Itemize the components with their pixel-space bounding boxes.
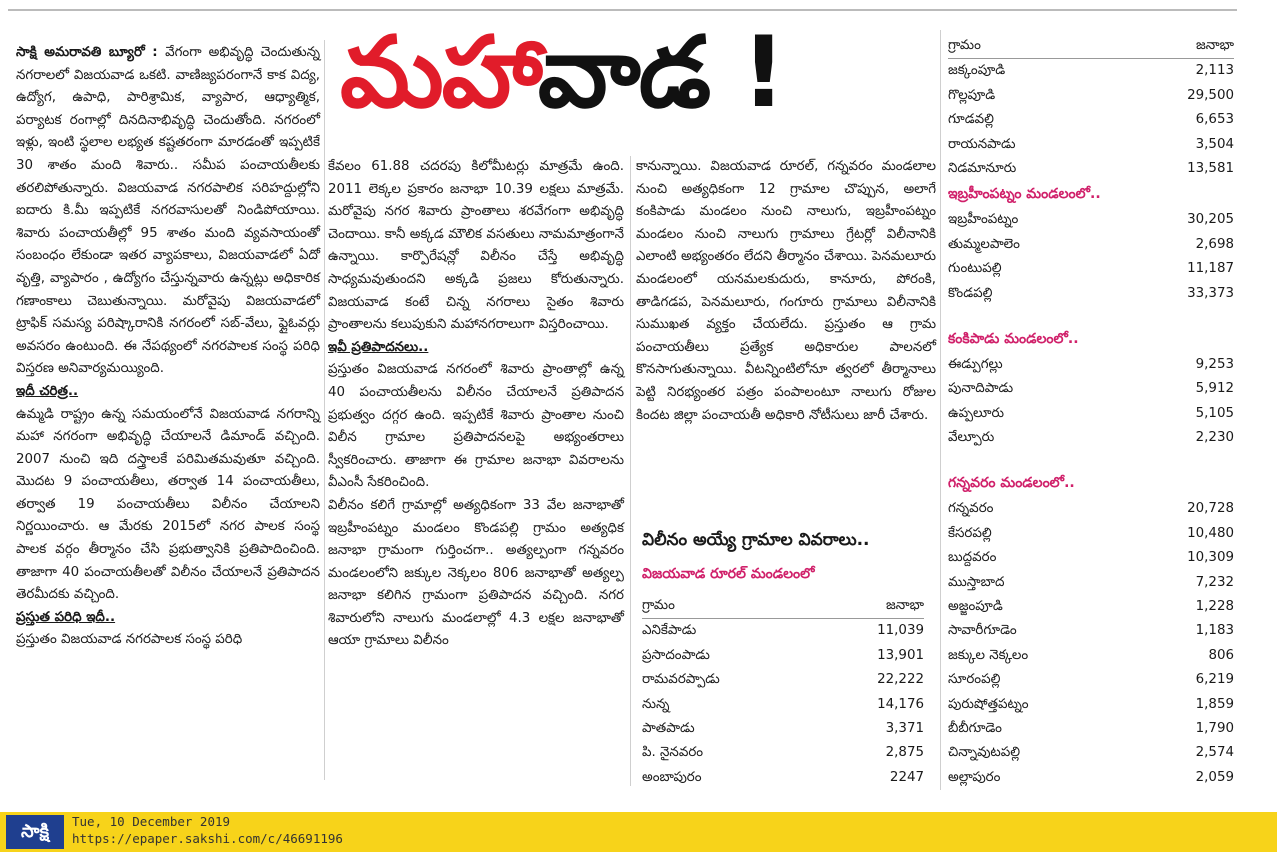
mandal-title: గన్నవరం మండలంలో.. bbox=[948, 475, 1075, 492]
village-name: నిడమానూరు bbox=[948, 160, 1017, 176]
population-value: 2,875 bbox=[885, 745, 924, 761]
table-row bbox=[948, 717, 1234, 741]
population-value: 2,698 bbox=[1195, 236, 1234, 252]
table-row bbox=[948, 157, 1234, 181]
table-row bbox=[948, 693, 1234, 717]
population-value: 1,183 bbox=[1195, 623, 1234, 639]
village-name: ప్రసాదంపాడు bbox=[642, 647, 710, 663]
right-village-table bbox=[948, 34, 1234, 790]
village-name: అజ్జంపూడి bbox=[948, 599, 1003, 615]
article-paragraph bbox=[16, 404, 320, 607]
table-row bbox=[948, 402, 1234, 426]
table-row bbox=[948, 619, 1234, 643]
article-column-2 bbox=[328, 156, 624, 653]
footer-date: Tue, 10 December 2019 bbox=[72, 814, 231, 829]
population-value: 9,253 bbox=[1195, 356, 1234, 372]
table-row bbox=[948, 59, 1234, 83]
village-name: అంబాపురం bbox=[642, 769, 702, 785]
population-value: 5,912 bbox=[1195, 381, 1234, 397]
paragraph-text: కానున్నాయి. విజయవాడ రూరల్, గన్నవరం మండలాల నుంచి అత్యధికంగా 12 గ్రామాల చొప్పున, అలాగే కంకిపాడు మండలం నుంచి నాలుగు, ఇబ్రహీంపట్నం మండలం నుంచి నాలుగు గ్రామాలు గ్రేటర్లో విలీనానికి ఎలాంటి అభ్యంతరం లేదని తీర్మానం చేశాయి. పెనమలూరు మండలంలో యనమలకుదురు, కానూరు, పోరంకి, తాడిగడప, పెనమలూరు, గంగూరు గ్రామాలు విలీనానికి సుముఖత వ్యక్తం చేయలేదు. ప్రస్తుతం ఆ గ్రామ పంచాయతీలు ప్రత్యేక అధికారుల పాలనలో కొనసాగుతున్నాయి. వీటన్నింటిలోనూ త్వరలో తీర్మానాలు పెట్టి నిరభ్యంతర పత్రం పంపాలంటూ నాలుగు రోజుల కిందట జిల్లా పంచాయతీ అధికారి నోటీసులు జారీ చేశారు. bbox=[636, 159, 936, 423]
population-value: 33,373 bbox=[1187, 285, 1234, 301]
article-column-3 bbox=[636, 156, 936, 427]
village-name: రాయనపాడు bbox=[948, 136, 1016, 152]
table-row bbox=[642, 619, 924, 643]
article-paragraph bbox=[328, 156, 624, 337]
village-name: బీబీగూడెం bbox=[948, 720, 1002, 736]
population-value: 2,113 bbox=[1195, 63, 1234, 79]
population-value: 1,228 bbox=[1195, 599, 1234, 615]
population-value: 30,205 bbox=[1187, 212, 1234, 228]
table-row bbox=[948, 644, 1234, 668]
table-row bbox=[948, 571, 1234, 595]
section-gap bbox=[948, 450, 1234, 470]
village-name: పాతపాడు bbox=[642, 720, 695, 736]
village-name: ఉప్పలూరు bbox=[948, 405, 1005, 421]
village-name: సూరంపల్లి bbox=[948, 672, 1001, 688]
village-name: నున్న bbox=[642, 696, 670, 712]
population-value: 22,222 bbox=[877, 672, 924, 688]
population-value: 13,581 bbox=[1187, 160, 1234, 176]
mandal-title: కంకిపాడు మండలంలో.. bbox=[948, 330, 1079, 347]
village-name: అల్లాపురం bbox=[948, 769, 1001, 785]
table-row bbox=[948, 353, 1234, 377]
village-name: జక్కంపూడి bbox=[948, 63, 1006, 79]
village-name: సావారీగూడెం bbox=[948, 623, 1017, 639]
village-name: పి. నైనవరం bbox=[642, 745, 704, 761]
village-col-header: గ్రామం bbox=[948, 38, 981, 53]
village-name: పురుషోత్తపట్నం bbox=[948, 696, 1029, 712]
table-header bbox=[948, 34, 1234, 59]
paragraph-text: ప్రస్తుతం విజయవాడ నగరపాలక సంస్థ పరిధి bbox=[16, 632, 243, 648]
table-row bbox=[948, 546, 1234, 570]
population-value: 10,480 bbox=[1187, 525, 1234, 541]
population-value: 2,230 bbox=[1195, 430, 1234, 446]
article-column-1 bbox=[16, 42, 320, 652]
village-name: ముస్తాబాద bbox=[948, 574, 1005, 590]
population-col-header: జనాభా bbox=[885, 598, 924, 613]
sub-heading: ప్రస్తుత పరిధి ఇదీ.. bbox=[16, 609, 116, 625]
table-row bbox=[948, 282, 1234, 306]
table-row bbox=[948, 84, 1234, 108]
mandal-title: ఇబ్రహీంపట్నం మండలంలో.. bbox=[948, 186, 1101, 203]
population-col-header: జనాభా bbox=[1195, 38, 1234, 53]
village-name: ఎనికేపాడు bbox=[642, 623, 697, 639]
table-row bbox=[948, 741, 1234, 765]
population-value: 5,105 bbox=[1195, 405, 1234, 421]
paragraph-text: ఉమ్మడి రాష్ట్రం ఉన్న సమయంలోనే విజయవాడ నగరాన్ని మహా నగరంగా అభివృద్ధి చేయాలనే డిమాండ్ వచ్చింది. 2007 నుంచి ఇది దస్త్రాలకే పరిమితమవుతూ వచ్చింది. మొదట 9 పంచాయతీలు, తర్వాత 14 పంచాయతీలు, తర్వాత 19 పంచాయతీలు విలీనం చేయాలని నిర్ణయించారు. ఆ మేరకు 2015లో నగర పాలక సంస్థ పాలక వర్గం తీర్మానం చేసి ప్రభుత్వానికి ప్రతిపాదించింది. తాజాగా 40 పంచాయతీలతో విలీనం చేయాలనే ప్రతిపాదన తెరమీదకు వచ్చింది. bbox=[16, 406, 320, 603]
village-name: గుంటుపల్లి bbox=[948, 261, 1002, 277]
rural-village-table bbox=[642, 594, 924, 790]
village-name: ఈడ్పుగల్లు bbox=[948, 356, 1003, 372]
article-paragraph bbox=[328, 359, 624, 495]
article-paragraph bbox=[16, 42, 320, 381]
sakshi-logo[interactable]: సాక్షి bbox=[6, 815, 64, 849]
table-row bbox=[948, 497, 1234, 521]
table-row bbox=[948, 595, 1234, 619]
table-row bbox=[948, 233, 1234, 257]
table-row bbox=[642, 717, 924, 741]
village-name: పునాదిపాడు bbox=[948, 381, 1014, 397]
population-value: 2,059 bbox=[1195, 769, 1234, 785]
village-col-header: గ్రామం bbox=[642, 598, 675, 613]
population-value: 3,504 bbox=[1195, 136, 1234, 152]
table-row bbox=[948, 522, 1234, 546]
sub-heading: ఇదీ చరిత్ర.. bbox=[16, 383, 79, 399]
population-value: 2247 bbox=[889, 769, 924, 785]
population-value: 3,371 bbox=[885, 720, 924, 736]
population-value: 10,309 bbox=[1187, 550, 1234, 566]
table-row bbox=[642, 644, 924, 668]
village-name: చిన్నావుటపల్లి bbox=[948, 745, 1021, 761]
article-paragraph bbox=[328, 495, 624, 653]
population-value: 11,039 bbox=[877, 623, 924, 639]
column-separator bbox=[324, 40, 325, 780]
section-gap bbox=[948, 306, 1234, 326]
population-value: 20,728 bbox=[1187, 501, 1234, 517]
village-name: కొండపల్లి bbox=[948, 285, 993, 301]
table-row bbox=[642, 741, 924, 765]
table-row bbox=[948, 426, 1234, 450]
village-name: వేల్పూరు bbox=[948, 430, 995, 446]
population-value: 7,232 bbox=[1195, 574, 1234, 590]
table-row bbox=[948, 668, 1234, 692]
population-value: 2,574 bbox=[1195, 745, 1234, 761]
column-separator bbox=[630, 156, 631, 786]
village-name: బుద్దవరం bbox=[948, 550, 997, 566]
rural-mandal-title: విజయవాడ రూరల్ మండలంలో bbox=[642, 566, 815, 582]
village-name: ఇబ్రహీంపట్నం bbox=[948, 212, 1019, 228]
population-value: 1,790 bbox=[1195, 720, 1234, 736]
article-paragraph bbox=[16, 629, 320, 652]
table-row bbox=[642, 668, 924, 692]
village-name: తుమ్మలపాలెం bbox=[948, 236, 1020, 252]
table-header bbox=[642, 594, 924, 619]
population-value: 1,859 bbox=[1195, 696, 1234, 712]
dateline: సాక్షి అమరావతి బ్యూరో : bbox=[16, 45, 166, 60]
table-row bbox=[948, 108, 1234, 132]
population-value: 11,187 bbox=[1187, 261, 1234, 277]
village-name: జక్కుల నెక్కలం bbox=[948, 647, 1029, 663]
village-name: గన్నవరం bbox=[948, 501, 994, 517]
population-value: 29,500 bbox=[1187, 87, 1234, 103]
headline-black-part: వాడ ! bbox=[537, 16, 784, 130]
village-name: కేసరపల్లి bbox=[948, 525, 992, 541]
paragraph-text: ప్రస్తుతం విజయవాడ నగరంలో శివారు ప్రాంతాల్లో ఉన్న 40 పంచాయతీలను విలీనం చేయాలనే ప్రతిపాదన ప్రభుత్వం దగ్గర ఉంది. ఇప్పటికే శివారు ప్రాంతాల నుంచి విలీన గ్రామాల ప్రతిపాదనలపై అభ్యంతరాలు స్వీకరించారు. తాజాగా ఈ గ్రామాల జనాభా వివరాలను వీఎంసీ సేకరించింది. bbox=[328, 362, 624, 491]
population-value: 13,901 bbox=[877, 647, 924, 663]
table-row bbox=[642, 766, 924, 790]
village-name: గొల్లపూడి bbox=[948, 87, 996, 103]
column-separator bbox=[940, 30, 941, 790]
population-value: 806 bbox=[1208, 647, 1234, 663]
table-row bbox=[948, 377, 1234, 401]
village-name: రామవరప్పాడు bbox=[642, 672, 720, 688]
population-value: 6,653 bbox=[1195, 112, 1234, 128]
village-name: గూడవల్లి bbox=[948, 112, 994, 128]
table-row bbox=[948, 257, 1234, 281]
paragraph-text: విలీనం కలిగే గ్రామాల్లో అత్యధికంగా 33 వేల జనాభాతో ఇబ్రహీంపట్నం మండలం కొండపల్లి గ్రామం అత్యధిక జనాభా గ్రామంగా గుర్తించగా.. అత్యల్పంగా గన్నవరం మండలంలోని జక్కుల నెక్కలం 806 జనాభాతో అత్యల్ప జనాభా కలిగిన గ్రామంగా ప్రతిపాదన వచ్చింది. నగర శివారులోని నాలుగు మండలాల్లో 4.3 లక్షల జనాభాతో ఆయా గ్రామాలు విలీనం bbox=[328, 497, 624, 649]
table-row bbox=[642, 693, 924, 717]
table-row bbox=[948, 208, 1234, 232]
footer-url[interactable]: https://epaper.sakshi.com/c/46691196 bbox=[72, 831, 343, 846]
table-row bbox=[948, 133, 1234, 157]
article-paragraph bbox=[636, 156, 936, 427]
headline bbox=[340, 8, 940, 138]
villages-box-title: విలీనం అయ్యే గ్రామాల వివరాలు.. bbox=[642, 530, 870, 550]
headline-red-part: మహా bbox=[340, 16, 538, 130]
paragraph-text: వేగంగా అభివృద్ధి చెందుతున్న నగరాలలో విజయవాడ ఒకటి. వాణిజ్యపరంగానే కాక విద్య, ఉద్యోగ, ఉపాధి, పారిశ్రామిక, వ్యాపార, ఆధ్యాత్మిక, పర్యాటక రంగాల్లో దినదినాభివృద్ధి చెందుతోంది. నగరంలో ఇళ్లు, ఇంటి స్థలాల లభ్యత కష్టతరంగా మారడంతో ఇప్పటికే 30 శాతం మంది శివారు.. సమీప పంచాయతీలకు తరలిపోతున్నారు. విజయవాడ నగరపాలిక సరిహద్దుల్లోని ఐదారు కి.మీ ఇప్పటికే నగరవాసులతో నిండిపోయాయి. శివారు పంచాయతీల్లో 95 శాతం మంది వ్యవసాయంతో సంబంధం లేకుండా ఇతర వ్యాపకాలు, విజయవాడలో ఏదో వృత్తి, వ్యాపారం , ఉద్యోగం చేస్తున్నవారు ఉన్నట్లు అధికారిక గణాంకాలు చెబుతున్నాయి. మరోవైపు విజయవాడలో ట్రాఫిక్ సమస్య పరిష్కారానికి నగరంలో సబ్-వేలు, ఫ్లైఓవర్లు అవసరం ఉంటుంది. ఈ నేపథ్యంలో నగరపాలక సంస్థ పరిధి విస్తరణ అనివార్యమయ్యింది. bbox=[16, 45, 320, 377]
table-row bbox=[948, 766, 1234, 790]
sub-heading: ఇవీ ప్రతిపాదనలు.. bbox=[328, 339, 429, 355]
paragraph-text: కేవలం 61.88 చదరపు కిలోమీటర్లు మాత్రమే ఉంది. 2011 లెక్కల ప్రకారం జనాభా 10.39 లక్షలు మాత్రమే. మరోవైపు నగర శివారు ప్రాంతాలు శరవేగంగా అభివృద్ధి చెందాయి. కానీ అక్కడ మౌలిక వసతులు నామమాత్రంగానే ఉన్నాయి. కార్పొరేషన్లో విలీనం చేస్తే అభివృద్ధి సాధ్యమవుతుందని అక్కడి ప్రజలు కోరుతున్నారు. విజయవాడ కంటే చిన్న నగరాలు సైతం శివారు ప్రాంతాలను కలుపుకుని మహానగరాలుగా విస్తరించాయి. bbox=[328, 159, 624, 333]
population-value: 6,219 bbox=[1195, 672, 1234, 688]
population-value: 14,176 bbox=[877, 696, 924, 712]
